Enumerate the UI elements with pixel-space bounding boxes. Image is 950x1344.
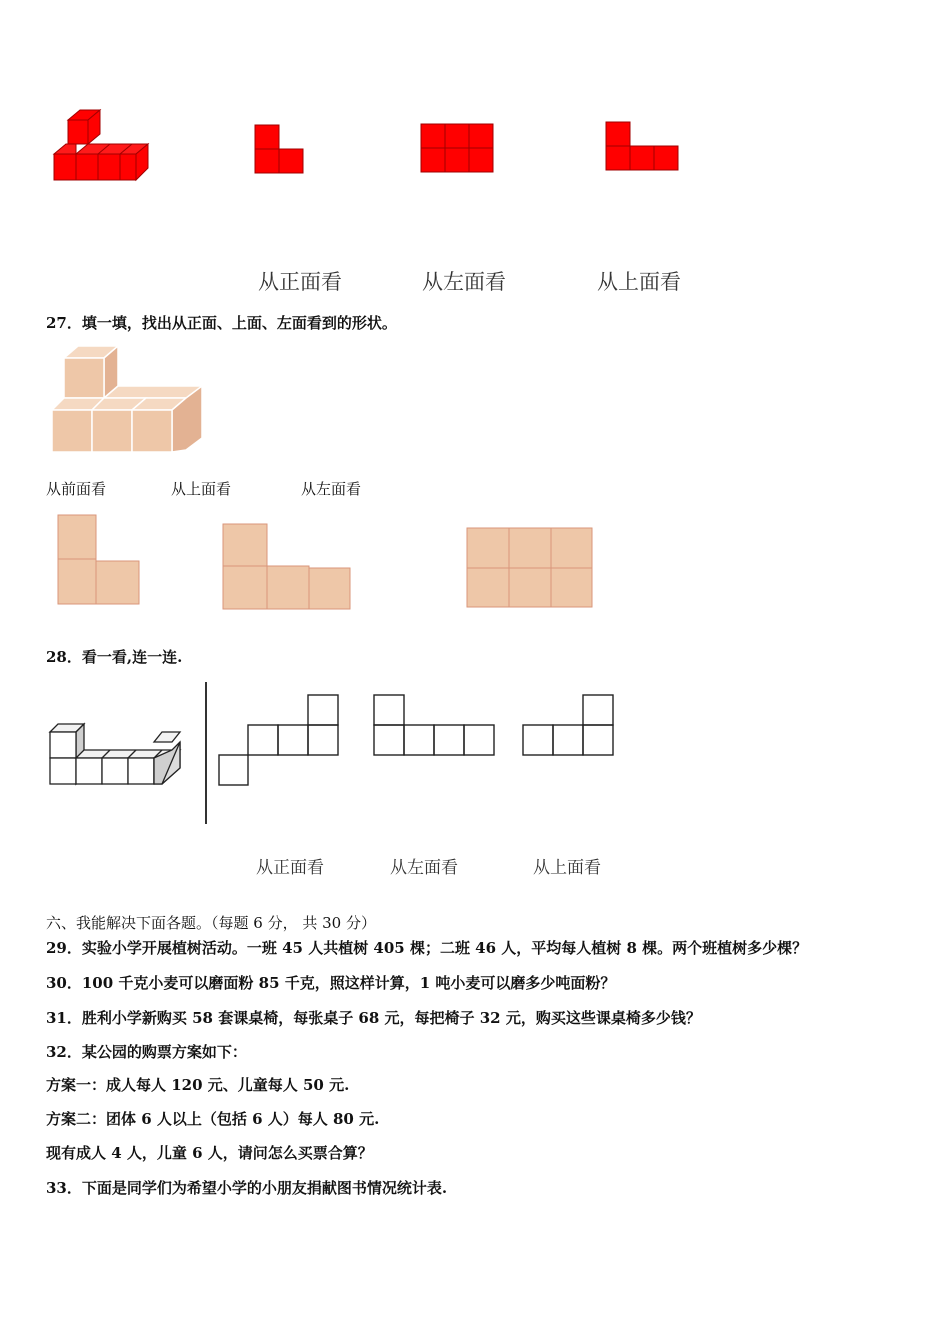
- figure1-label-left: 从左面看: [422, 270, 506, 294]
- divider-line: [205, 682, 207, 824]
- beige-view-2x3: [466, 527, 594, 609]
- q27-label-top: 从上面看: [171, 480, 232, 498]
- grid-view-L-right: [522, 694, 616, 758]
- plan-2: 方案二：团体 6 人以上（包括 6 人）每人 80 元.: [46, 1110, 380, 1128]
- red-view-L-small: [255, 125, 305, 175]
- section-6-heading: 六、我能解决下面各题。（每题 6 分， 共 30 分）: [46, 914, 376, 932]
- question-32: 32．某公园的购票方案如下：: [46, 1043, 247, 1061]
- q27-label-left: 从左面看: [301, 480, 362, 498]
- figure1-label-top: 从上面看: [597, 270, 681, 294]
- q28-label-top: 从上面看: [533, 858, 601, 878]
- plan-1: 方案一：成人每人 120 元、儿童每人 50 元.: [46, 1076, 350, 1094]
- grid-view-stairs: [218, 694, 340, 788]
- beige-view-L-wide: [222, 523, 352, 611]
- red-view-2x3: [421, 124, 495, 174]
- question-27: 27．填一填，找出从正面、上面、左面看到的形状。: [46, 314, 397, 332]
- q27-label-front: 从前面看: [46, 480, 107, 498]
- beige-cube-solid: [52, 346, 204, 454]
- question-28: 28．看一看,连一连.: [46, 648, 183, 666]
- beige-view-L: [57, 514, 141, 606]
- question-32-prompt: 现有成人 4 人，儿童 6 人，请问怎么买票合算？: [46, 1144, 373, 1162]
- question-30: 30．100 千克小麦可以磨面粉 85 千克，照这样计算，1 吨小麦可以磨多少吨面粉？: [46, 974, 616, 992]
- question-31: 31．胜利小学新购买 58 套课桌椅，每张桌子 68 元，每把椅子 32 元，购买这些课桌椅多少钱？: [46, 1009, 701, 1027]
- q28-label-front: 从正面看: [256, 858, 324, 878]
- red-view-L-long: [606, 122, 680, 172]
- q28-label-left: 从左面看: [390, 858, 458, 878]
- question-33: 33．下面是同学们为希望小学的小朋友捐献图书情况统计表.: [46, 1179, 448, 1197]
- wireframe-cube-solid: [50, 722, 184, 788]
- question-29: 29．实验小学开展植树活动。一班 45 人共植树 405 棵；二班 46 人，平均每人植树 8 棵。两个班植树多少棵？: [46, 939, 808, 957]
- red-cube-solid: [54, 110, 150, 182]
- figure1-label-front: 从正面看: [258, 270, 342, 294]
- grid-view-L-left: [373, 694, 497, 758]
